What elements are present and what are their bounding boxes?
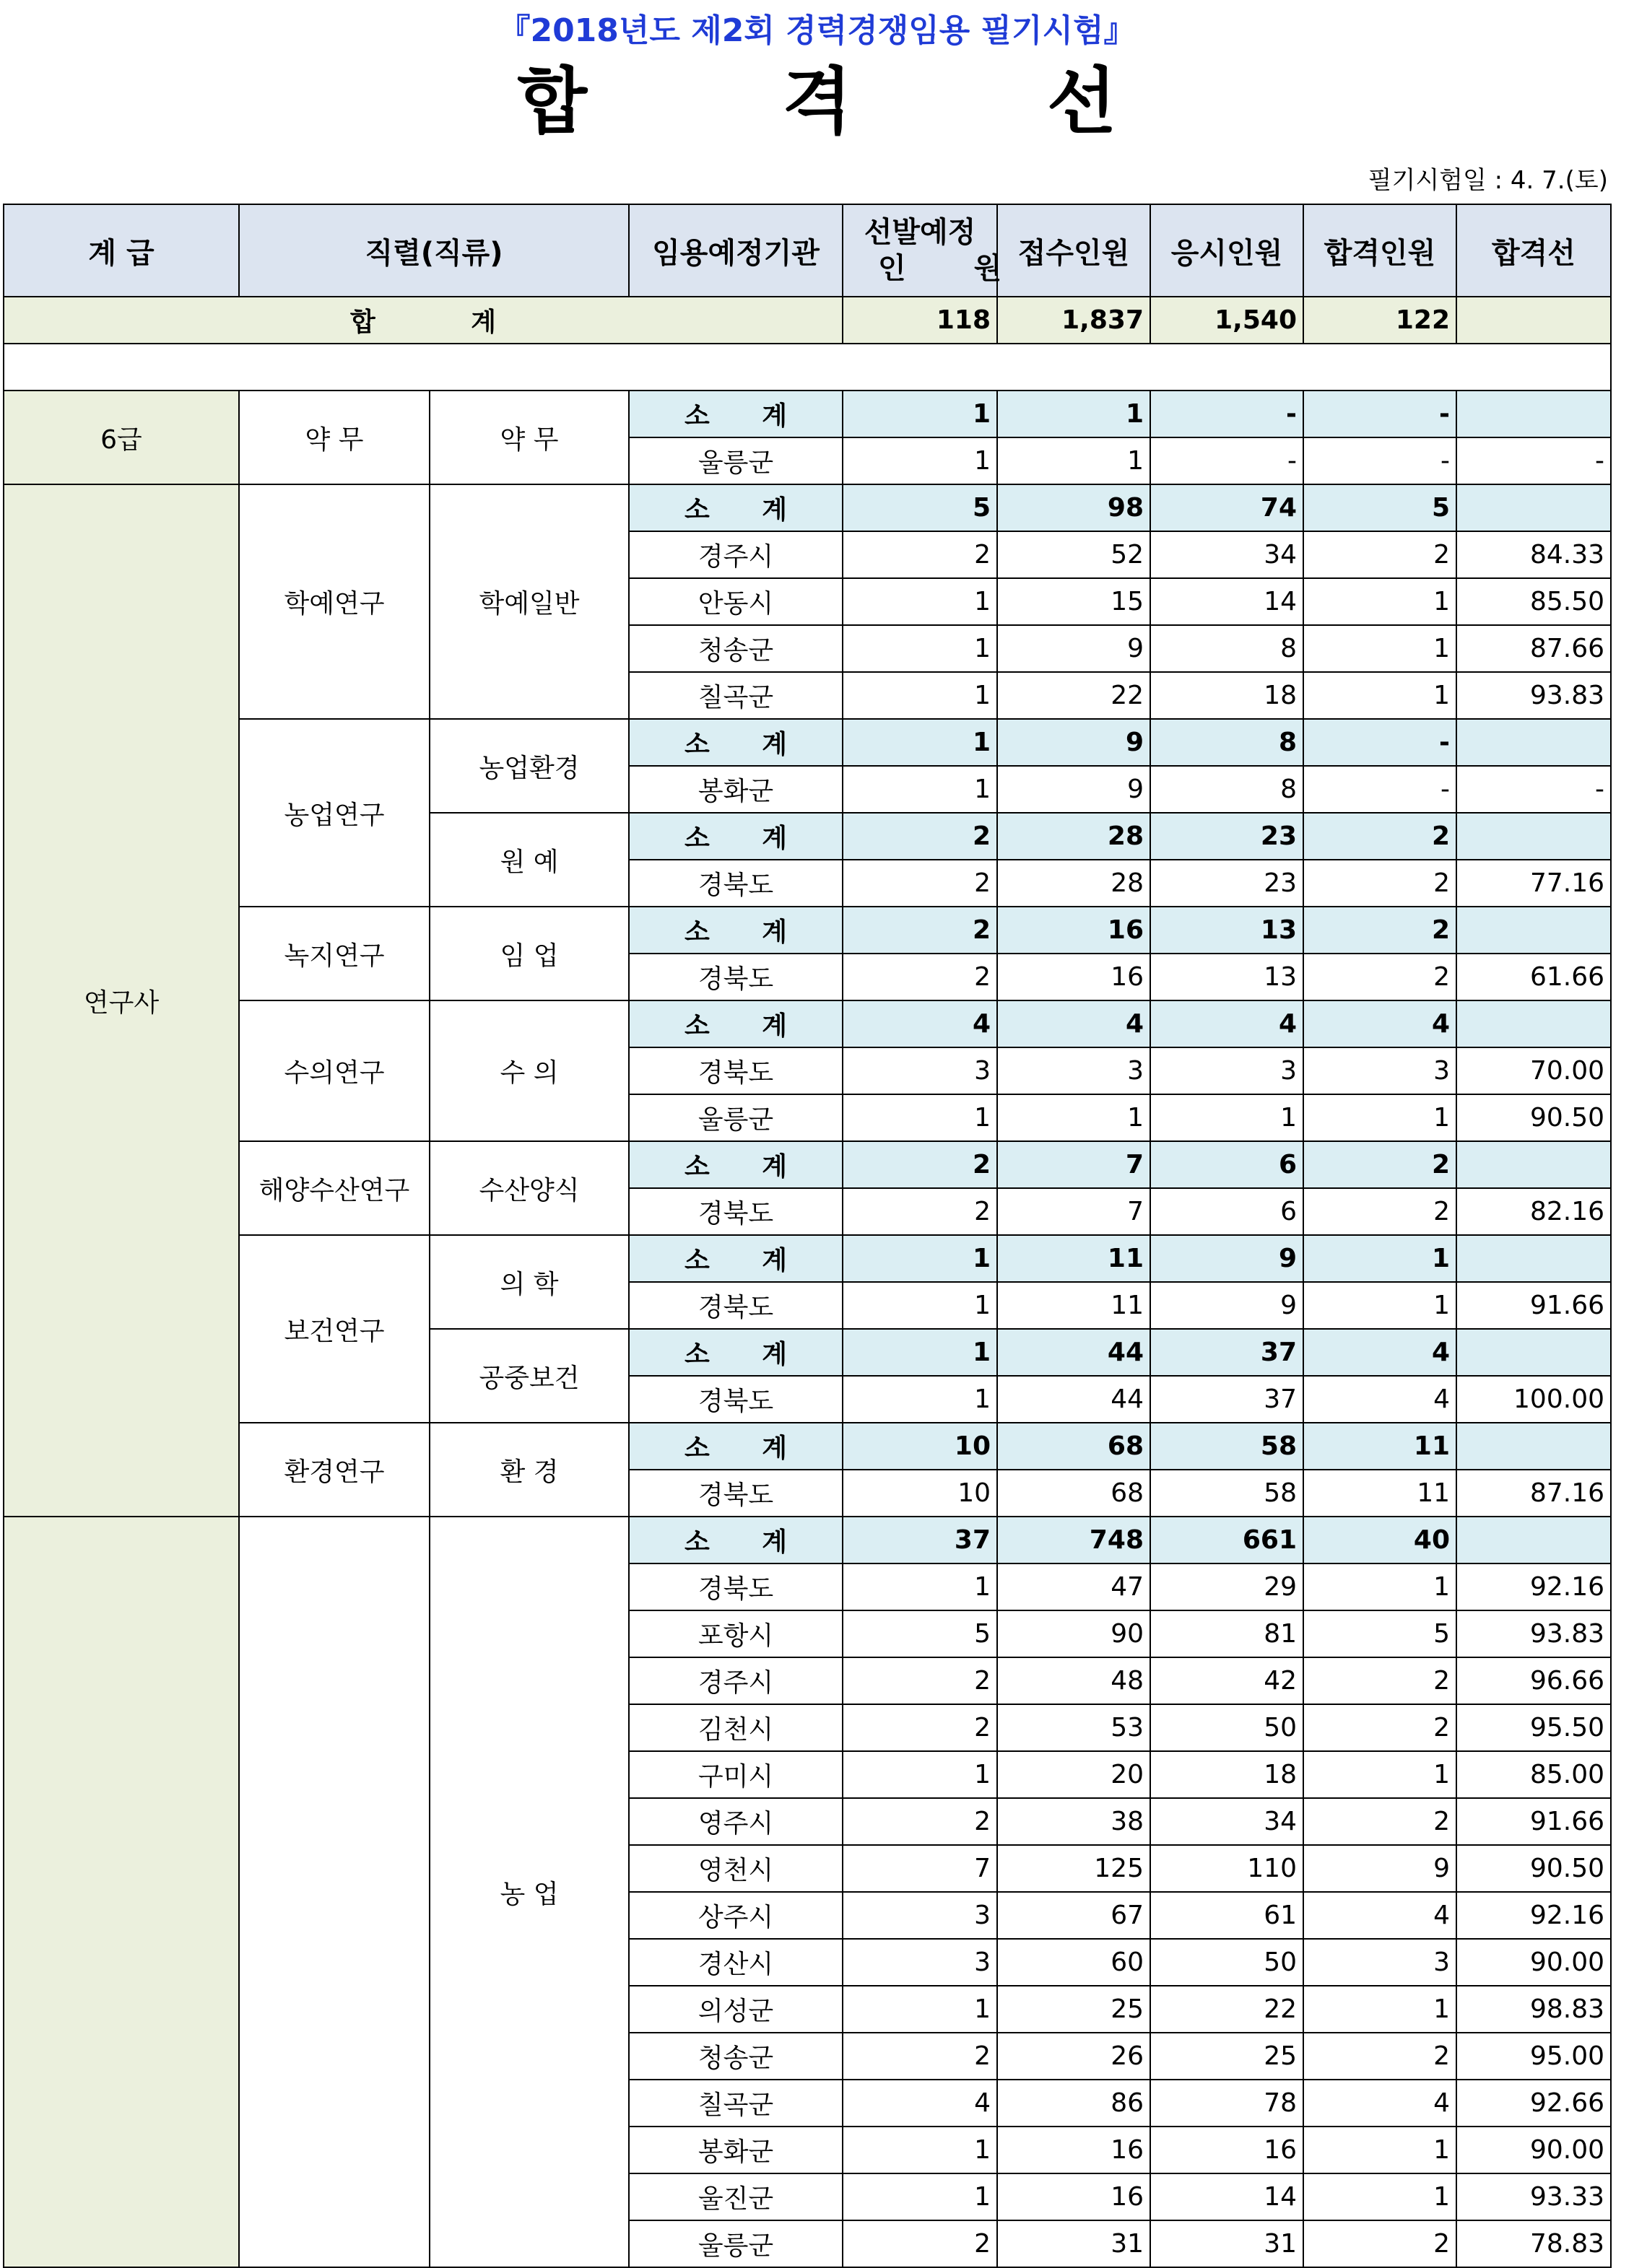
planned-cell: 5: [843, 1610, 997, 1657]
col-planned: [843, 204, 1031, 297]
applicants-cell: 38: [997, 1798, 1150, 1845]
examinees-cell: 81: [1150, 1610, 1303, 1657]
passers-cell: 4: [1303, 1329, 1456, 1376]
passers-cell: 2: [1303, 813, 1456, 860]
planned-cell: 1: [843, 1986, 997, 2033]
planned-cell: 1: [843, 437, 997, 484]
cutoff-cell: 84.33: [1456, 531, 1611, 578]
planned-cell: 2: [843, 1141, 997, 1188]
cutoff-cell: 93.83: [1456, 672, 1611, 719]
examinees-cell: 14: [1150, 2173, 1303, 2220]
passers-cell: 3: [1303, 1047, 1456, 1094]
job-cell: 원 예: [430, 813, 629, 907]
cutoff-cell: 95.00: [1456, 2033, 1611, 2080]
planned-cell: 2: [843, 1704, 997, 1751]
planned-cell: 7: [843, 1845, 997, 1892]
passers-cell: 1: [1303, 1235, 1456, 1282]
examinees-cell: 25: [1150, 2033, 1303, 2080]
examinees-cell: 8: [1150, 719, 1303, 766]
examinees-cell: 9: [1150, 1235, 1303, 1282]
planned-cell: 1: [843, 672, 997, 719]
passers-cell: 5: [1303, 1610, 1456, 1657]
cutoff-cell: 87.66: [1456, 625, 1611, 672]
agency-cell: 울진군: [629, 2173, 843, 2220]
passers-cell: -: [1303, 391, 1456, 437]
subtotal-row: [4, 1000, 1611, 1047]
applicants-cell: 16: [997, 954, 1150, 1000]
passers-cell: -: [1303, 437, 1456, 484]
series-cell: 환경연구: [239, 1423, 430, 1517]
cutoff-cell: -: [1456, 437, 1611, 484]
total-examinees: 1,540: [1150, 297, 1303, 344]
planned-cell: 2: [843, 1657, 997, 1704]
examinees-cell: 18: [1150, 672, 1303, 719]
planned-cell: 1: [843, 719, 997, 766]
col-grade: 계 급: [4, 204, 239, 297]
cutoff-cell: 70.00: [1456, 1047, 1611, 1094]
applicants-cell: 9: [997, 766, 1150, 813]
agency-cell: 경북도: [629, 1563, 843, 1610]
examinees-cell: 34: [1150, 1798, 1303, 1845]
examinees-cell: 37: [1150, 1376, 1303, 1423]
agency-cell: 경주시: [629, 531, 843, 578]
passers-cell: 1: [1303, 2127, 1456, 2173]
planned-cell: 4: [843, 2080, 997, 2127]
passers-cell: 1: [1303, 672, 1456, 719]
subtotal-label: 소 계: [629, 1235, 843, 1282]
examinees-cell: -: [1150, 437, 1303, 484]
examinees-cell: 6: [1150, 1141, 1303, 1188]
total-row: [4, 297, 1611, 344]
agency-cell: 포항시: [629, 1610, 843, 1657]
cutoff-cell: [1456, 907, 1611, 954]
planned-cell: 1: [843, 625, 997, 672]
series-cell: 농업연구: [239, 719, 430, 907]
cutoff-cell: 90.50: [1456, 1845, 1611, 1892]
series-cell: 보건연구: [239, 1235, 430, 1423]
planned-cell: 1: [843, 1563, 997, 1610]
examinees-cell: 16: [1150, 2127, 1303, 2173]
passers-cell: 1: [1303, 1986, 1456, 2033]
examinees-cell: 61: [1150, 1892, 1303, 1939]
applicants-cell: 44: [997, 1376, 1150, 1423]
cutoff-cell: 91.66: [1456, 1798, 1611, 1845]
col-planned-line1: 선발예정: [864, 216, 976, 249]
job-cell: 수산양식: [430, 1141, 629, 1235]
cutoff-cell: 96.66: [1456, 1657, 1611, 1704]
agency-cell: 의성군: [629, 1986, 843, 2033]
subtotal-label: 소 계: [629, 1000, 843, 1047]
cutoff-cell: 95.50: [1456, 1704, 1611, 1751]
applicants-cell: 25: [997, 1986, 1150, 2033]
exam-date: 필기시험일 : 4. 7.(토): [1368, 166, 1608, 195]
examinees-cell: 23: [1150, 860, 1303, 907]
passers-cell: 4: [1303, 1892, 1456, 1939]
applicants-cell: 4: [997, 1000, 1150, 1047]
subtotal-row: [4, 1423, 1611, 1470]
planned-cell: 1: [843, 391, 997, 437]
examinees-cell: 13: [1150, 954, 1303, 1000]
subtotal-label: 소 계: [629, 484, 843, 531]
cutoff-cell: 90.00: [1456, 2127, 1611, 2173]
passers-cell: 11: [1303, 1423, 1456, 1470]
examinees-cell: 29: [1150, 1563, 1303, 1610]
planned-cell: 4: [843, 1000, 997, 1047]
agency-cell: 청송군: [629, 625, 843, 672]
total-cutoff: [1456, 297, 1611, 344]
subtotal-row: [4, 719, 1611, 766]
examinees-cell: 110: [1150, 1845, 1303, 1892]
cutoff-cell: 93.33: [1456, 2173, 1611, 2220]
examinees-cell: 42: [1150, 1657, 1303, 1704]
passers-cell: 1: [1303, 625, 1456, 672]
planned-cell: 1: [843, 2173, 997, 2220]
planned-cell: 2: [843, 954, 997, 1000]
applicants-cell: 98: [997, 484, 1150, 531]
applicants-cell: 1: [997, 437, 1150, 484]
applicants-cell: 20: [997, 1751, 1150, 1798]
applicants-cell: 47: [997, 1563, 1150, 1610]
cutoff-cell: 82.16: [1456, 1188, 1611, 1235]
examinees-cell: 4: [1150, 1000, 1303, 1047]
grade-cell: 연구사: [4, 484, 239, 1517]
examinees-cell: 13: [1150, 907, 1303, 954]
document-subtitle: 『2018년도 제2회 경력경쟁임용 필기시험』: [498, 12, 1136, 49]
passers-cell: 2: [1303, 907, 1456, 954]
applicants-cell: 67: [997, 1892, 1150, 1939]
planned-cell: 2: [843, 2220, 997, 2267]
applicants-cell: 9: [997, 719, 1150, 766]
planned-cell: 3: [843, 1892, 997, 1939]
examinees-cell: 6: [1150, 1188, 1303, 1235]
total-label: 합 계: [4, 297, 843, 344]
subtotal-row: [4, 1141, 1611, 1188]
planned-cell: 10: [843, 1470, 997, 1517]
agency-cell: 경북도: [629, 1376, 843, 1423]
passers-cell: -: [1303, 766, 1456, 813]
cutoff-cell: 85.50: [1456, 578, 1611, 625]
examinees-cell: 34: [1150, 531, 1303, 578]
col-cutoff: 합격선: [1456, 204, 1611, 297]
job-cell: 환 경: [430, 1423, 629, 1517]
examinees-cell: 37: [1150, 1329, 1303, 1376]
grade-cell: 6급: [4, 391, 239, 484]
agency-cell: 안동시: [629, 578, 843, 625]
passers-cell: 2: [1303, 1188, 1456, 1235]
applicants-cell: 11: [997, 1282, 1150, 1329]
planned-cell: 10: [843, 1423, 997, 1470]
passers-cell: 2: [1303, 2220, 1456, 2267]
planned-cell: 1: [843, 1751, 997, 1798]
agency-cell: 봉화군: [629, 766, 843, 813]
planned-cell: 2: [843, 860, 997, 907]
job-cell: 학예일반: [430, 484, 629, 719]
series-cell: 수의연구: [239, 1000, 430, 1141]
examinees-cell: 8: [1150, 766, 1303, 813]
cutoff-cell: 61.66: [1456, 954, 1611, 1000]
cutoff-cell: [1456, 1329, 1611, 1376]
passers-cell: 5: [1303, 484, 1456, 531]
passers-cell: 4: [1303, 2080, 1456, 2127]
planned-cell: 3: [843, 1047, 997, 1094]
cutoff-cell: 85.00: [1456, 1751, 1611, 1798]
agency-cell: 경북도: [629, 954, 843, 1000]
planned-cell: 2: [843, 1798, 997, 1845]
job-cell: 약 무: [430, 391, 629, 484]
applicants-cell: 31: [997, 2220, 1150, 2267]
series-cell: 녹지연구: [239, 907, 430, 1000]
cutoff-cell: [1456, 484, 1611, 531]
planned-cell: 1: [843, 578, 997, 625]
cutoff-cell: [1456, 391, 1611, 437]
applicants-cell: 60: [997, 1939, 1150, 1986]
applicants-cell: 7: [997, 1188, 1150, 1235]
agency-cell: 영천시: [629, 1845, 843, 1892]
agency-cell: 봉화군: [629, 2127, 843, 2173]
agency-cell: 경북도: [629, 1047, 843, 1094]
applicants-cell: 125: [997, 1845, 1150, 1892]
applicants-cell: 86: [997, 2080, 1150, 2127]
cutoff-cell: 100.00: [1456, 1376, 1611, 1423]
planned-cell: 1: [843, 1282, 997, 1329]
planned-cell: 1: [843, 1329, 997, 1376]
cutoff-table: [3, 204, 1612, 2268]
passers-cell: 40: [1303, 1517, 1456, 1563]
job-cell: 농업환경: [430, 719, 629, 813]
cutoff-cell: [1456, 813, 1611, 860]
passers-cell: 1: [1303, 1563, 1456, 1610]
applicants-cell: 11: [997, 1235, 1150, 1282]
planned-cell: 3: [843, 1939, 997, 1986]
agency-cell: 영주시: [629, 1798, 843, 1845]
col-applicants: 접수인원: [997, 204, 1150, 297]
planned-cell: 5: [843, 484, 997, 531]
examinees-cell: 9: [1150, 1282, 1303, 1329]
applicants-cell: 3: [997, 1047, 1150, 1094]
col-passers: 합격인원: [1303, 204, 1456, 297]
cutoff-cell: [1456, 719, 1611, 766]
passers-cell: 3: [1303, 1939, 1456, 1986]
passers-cell: 9: [1303, 1845, 1456, 1892]
subtotal-label: 소 계: [629, 1329, 843, 1376]
passers-cell: 4: [1303, 1000, 1456, 1047]
subtotal-label: 소 계: [629, 1141, 843, 1188]
applicants-cell: 22: [997, 672, 1150, 719]
applicants-cell: 44: [997, 1329, 1150, 1376]
examinees-cell: 31: [1150, 2220, 1303, 2267]
examinees-cell: 14: [1150, 578, 1303, 625]
planned-cell: 1: [843, 2127, 997, 2173]
cutoff-cell: 92.16: [1456, 1563, 1611, 1610]
spacer-row: [4, 344, 1611, 391]
applicants-cell: 16: [997, 907, 1150, 954]
job-cell: 수 의: [430, 1000, 629, 1141]
applicants-cell: 28: [997, 860, 1150, 907]
passers-cell: 2: [1303, 2033, 1456, 2080]
examinees-cell: -: [1150, 391, 1303, 437]
cutoff-cell: 87.16: [1456, 1470, 1611, 1517]
passers-cell: 1: [1303, 578, 1456, 625]
planned-cell: 2: [843, 813, 997, 860]
passers-cell: 2: [1303, 1141, 1456, 1188]
passers-cell: 11: [1303, 1470, 1456, 1517]
agency-cell: 상주시: [629, 1892, 843, 1939]
applicants-cell: 90: [997, 1610, 1150, 1657]
series-cell: 학예연구: [239, 484, 430, 719]
applicants-cell: 15: [997, 578, 1150, 625]
subtotal-label: 소 계: [629, 1423, 843, 1470]
grade-cell: [4, 1517, 239, 2267]
examinees-cell: 78: [1150, 2080, 1303, 2127]
cutoff-cell: 92.16: [1456, 1892, 1611, 1939]
cutoff-cell: [1456, 1423, 1611, 1470]
examinees-cell: 661: [1150, 1517, 1303, 1563]
examinees-cell: 23: [1150, 813, 1303, 860]
agency-cell: 김천시: [629, 1704, 843, 1751]
cutoff-cell: 92.66: [1456, 2080, 1611, 2127]
applicants-cell: 16: [997, 2173, 1150, 2220]
agency-cell: 경북도: [629, 1188, 843, 1235]
applicants-cell: 52: [997, 531, 1150, 578]
col-agency: 임용예정기관: [629, 204, 843, 297]
examinees-cell: 1: [1150, 1094, 1303, 1141]
planned-cell: 1: [843, 1235, 997, 1282]
cutoff-cell: 90.00: [1456, 1939, 1611, 1986]
examinees-cell: 8: [1150, 625, 1303, 672]
planned-cell: 1: [843, 1094, 997, 1141]
cutoff-cell: [1456, 1517, 1611, 1563]
planned-cell: 2: [843, 531, 997, 578]
examinees-cell: 58: [1150, 1470, 1303, 1517]
subtotal-row: [4, 907, 1611, 954]
cutoff-cell: [1456, 1235, 1611, 1282]
passers-cell: 1: [1303, 1751, 1456, 1798]
planned-cell: 2: [843, 907, 997, 954]
applicants-cell: 48: [997, 1657, 1150, 1704]
agency-cell: 울릉군: [629, 437, 843, 484]
cutoff-cell: 93.83: [1456, 1610, 1611, 1657]
passers-cell: 4: [1303, 1376, 1456, 1423]
cutoff-cell: [1456, 1000, 1611, 1047]
planned-cell: 37: [843, 1517, 997, 1563]
subtotal-row: [4, 484, 1611, 531]
col-series: 직렬(직류): [239, 204, 629, 297]
subtotal-label: 소 계: [629, 813, 843, 860]
applicants-cell: 28: [997, 813, 1150, 860]
agency-cell: 울릉군: [629, 2220, 843, 2267]
job-cell: 임 업: [430, 907, 629, 1000]
series-cell: 약 무: [239, 391, 430, 484]
applicants-cell: 68: [997, 1423, 1150, 1470]
subtotal-label: 소 계: [629, 719, 843, 766]
examinees-cell: 22: [1150, 1986, 1303, 2033]
agency-cell: 경북도: [629, 860, 843, 907]
total-passers: 122: [1303, 297, 1456, 344]
job-cell: 농 업: [430, 1517, 629, 2267]
passers-cell: 2: [1303, 531, 1456, 578]
passers-cell: 1: [1303, 2173, 1456, 2220]
cutoff-cell: 91.66: [1456, 1282, 1611, 1329]
planned-cell: 2: [843, 1188, 997, 1235]
agency-cell: 경주시: [629, 1657, 843, 1704]
subtotal-label: 소 계: [629, 1517, 843, 1563]
cutoff-cell: 78.83: [1456, 2220, 1611, 2267]
planned-cell: 1: [843, 766, 997, 813]
subtotal-row: [4, 391, 1611, 437]
applicants-cell: 53: [997, 1704, 1150, 1751]
examinees-cell: 3: [1150, 1047, 1303, 1094]
planned-cell: 2: [843, 2033, 997, 2080]
cutoff-cell: [1456, 1141, 1611, 1188]
passers-cell: 1: [1303, 1094, 1456, 1141]
document-title: 합격선: [517, 59, 1312, 144]
applicants-cell: 26: [997, 2033, 1150, 2080]
passers-cell: 2: [1303, 1704, 1456, 1751]
agency-cell: 경북도: [629, 1470, 843, 1517]
agency-cell: 구미시: [629, 1751, 843, 1798]
applicants-cell: 68: [997, 1470, 1150, 1517]
col-planned-line2: 인 원: [878, 252, 1031, 285]
header-row: [4, 204, 1611, 297]
applicants-cell: 748: [997, 1517, 1150, 1563]
agency-cell: 칠곡군: [629, 2080, 843, 2127]
applicants-cell: 16: [997, 2127, 1150, 2173]
col-examinees: 응시인원: [1150, 204, 1303, 297]
agency-cell: 칠곡군: [629, 672, 843, 719]
subtotal-label: 소 계: [629, 907, 843, 954]
applicants-cell: 1: [997, 1094, 1150, 1141]
passers-cell: -: [1303, 719, 1456, 766]
subtotal-row: [4, 1235, 1611, 1282]
subtotal-row: [4, 1517, 1611, 1563]
agency-cell: 울릉군: [629, 1094, 843, 1141]
subtotal-label: 소 계: [629, 391, 843, 437]
examinees-cell: 50: [1150, 1704, 1303, 1751]
table-body: [4, 297, 1611, 2267]
cutoff-cell: -: [1456, 766, 1611, 813]
planned-cell: 1: [843, 1376, 997, 1423]
cutoff-cell: 90.50: [1456, 1094, 1611, 1141]
passers-cell: 2: [1303, 1657, 1456, 1704]
applicants-cell: 9: [997, 625, 1150, 672]
cutoff-cell: 98.83: [1456, 1986, 1611, 2033]
series-cell: [239, 1517, 430, 2267]
examinees-cell: 74: [1150, 484, 1303, 531]
passers-cell: 2: [1303, 954, 1456, 1000]
series-cell: 해양수산연구: [239, 1141, 430, 1235]
agency-cell: 경북도: [629, 1282, 843, 1329]
passers-cell: 2: [1303, 1798, 1456, 1845]
total-applicants: 1,837: [997, 297, 1150, 344]
agency-cell: 경산시: [629, 1939, 843, 1986]
job-cell: 공중보건: [430, 1329, 629, 1423]
cutoff-cell: 77.16: [1456, 860, 1611, 907]
job-cell: 의 학: [430, 1235, 629, 1329]
examinees-cell: 58: [1150, 1423, 1303, 1470]
agency-cell: 청송군: [629, 2033, 843, 2080]
examinees-cell: 18: [1150, 1751, 1303, 1798]
examinees-cell: 50: [1150, 1939, 1303, 1986]
passers-cell: 1: [1303, 1282, 1456, 1329]
applicants-cell: 7: [997, 1141, 1150, 1188]
passers-cell: 2: [1303, 860, 1456, 907]
total-planned: 118: [843, 297, 997, 344]
applicants-cell: 1: [997, 391, 1150, 437]
